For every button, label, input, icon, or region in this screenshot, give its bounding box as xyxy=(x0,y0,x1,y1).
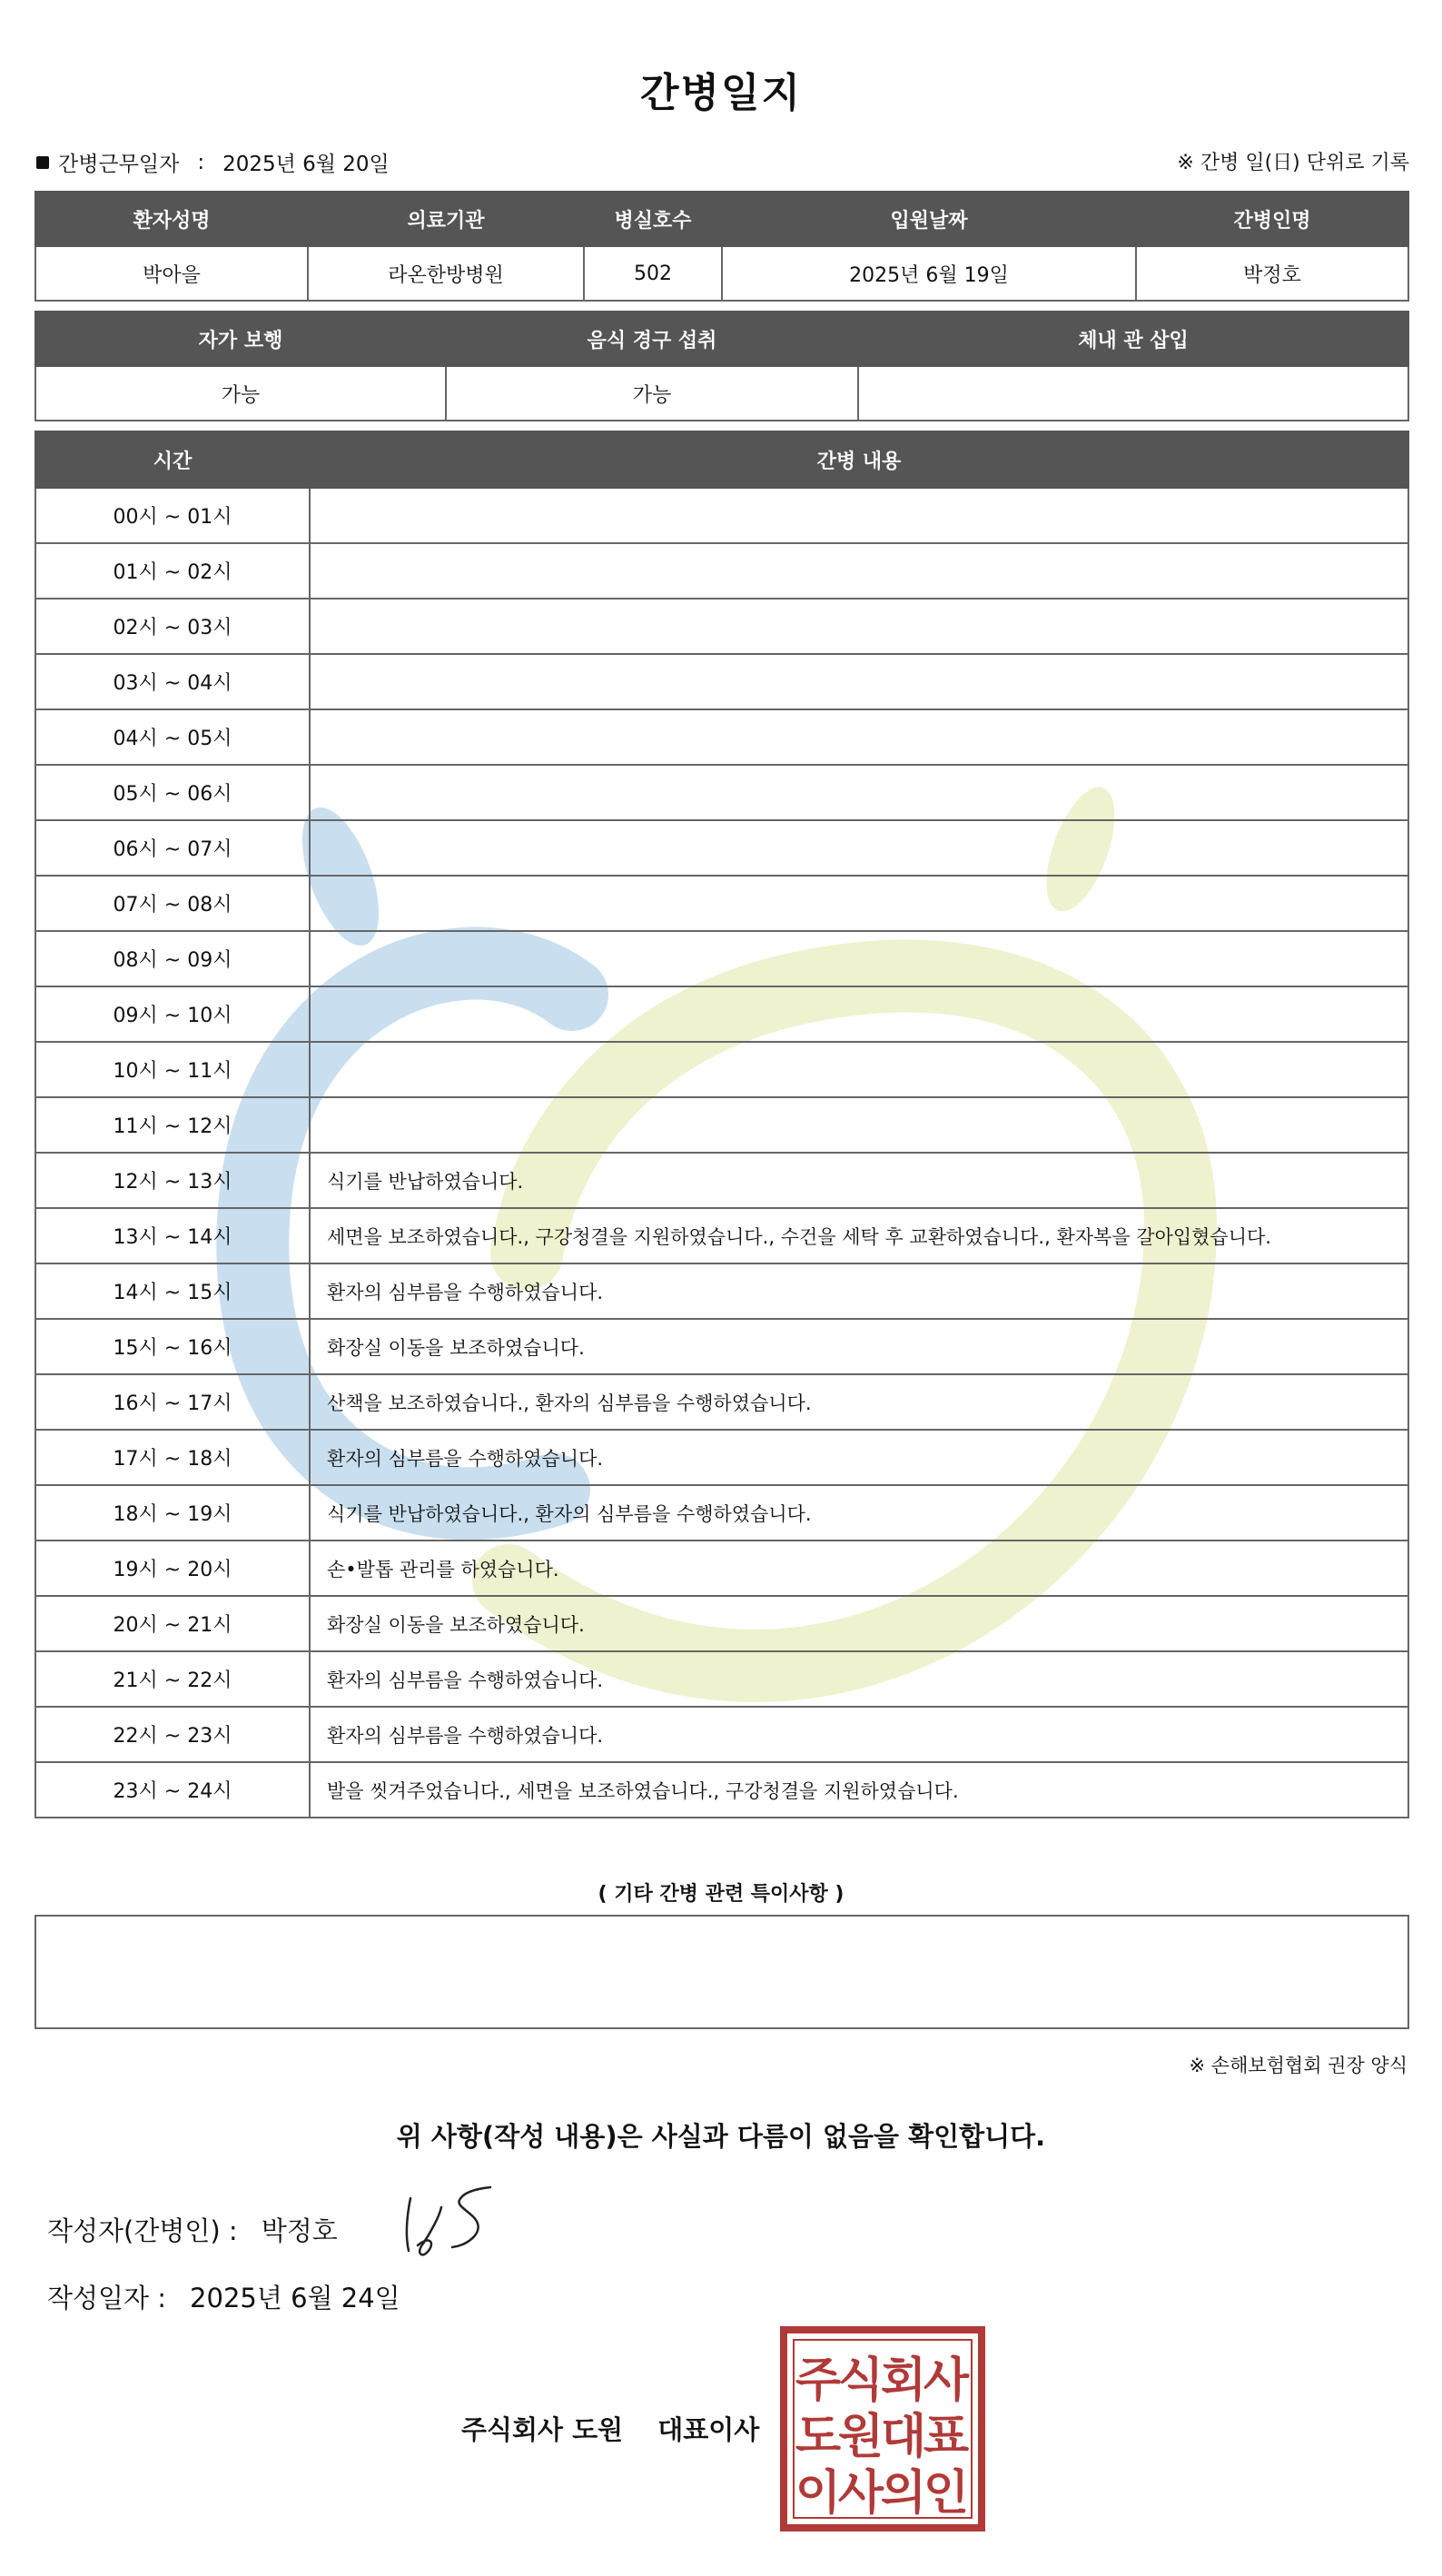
time-slot: 21시 ~ 22시 xyxy=(35,1651,310,1707)
institution: 라온한방병원 xyxy=(308,246,584,301)
room-number: 502 xyxy=(584,246,722,301)
table-row xyxy=(35,709,1408,765)
caregiver-name: 박정호 xyxy=(1136,246,1408,301)
table-row xyxy=(35,1541,1408,1596)
seal-character: 대 xyxy=(880,2410,927,2464)
care-content xyxy=(310,1097,1408,1153)
table-row xyxy=(35,931,1408,986)
time-slot: 13시 ~ 14시 xyxy=(35,1208,310,1263)
care-content xyxy=(310,654,1408,709)
care-content: 식기를 반납하였습니다., 환자의 심부름을 수행하였습니다. xyxy=(310,1485,1408,1541)
time-slot: 05시 ~ 06시 xyxy=(35,765,310,820)
work-date-line xyxy=(36,147,390,177)
table-row xyxy=(35,876,1408,931)
care-content xyxy=(310,876,1408,931)
other-notes-title: ( 기타 간병 관련 특이사항 ) xyxy=(598,1883,844,1906)
time-slot: 08시 ~ 09시 xyxy=(35,931,310,986)
care-content xyxy=(310,1042,1408,1097)
time-slot: 20시 ~ 21시 xyxy=(35,1596,310,1651)
time-slot: 04시 ~ 05시 xyxy=(35,709,310,765)
header-patient-name: 환자성명 xyxy=(35,192,308,246)
table-row xyxy=(35,599,1408,654)
patient-info-table xyxy=(35,191,1409,302)
table-row xyxy=(35,1596,1408,1651)
time-slot: 14시 ~ 15시 xyxy=(35,1263,310,1319)
work-date-separator: : xyxy=(197,150,205,174)
written-date-label: 작성일자 : xyxy=(47,2283,167,2313)
header-walking: 자가 보행 xyxy=(35,312,446,366)
time-slot: 03시 ~ 04시 xyxy=(35,654,310,709)
written-date-value: 2025년 6월 24일 xyxy=(190,2283,400,2313)
seal-character: 원 xyxy=(837,2410,884,2464)
table-row xyxy=(35,1208,1408,1263)
table-row xyxy=(35,1263,1408,1319)
writer-name: 박정호 xyxy=(261,2215,338,2246)
writer-line xyxy=(47,2211,338,2248)
company-role: 대표이사 xyxy=(657,2414,760,2445)
table-row xyxy=(35,1042,1408,1097)
table-row xyxy=(35,820,1408,876)
care-content xyxy=(310,986,1408,1042)
tube-insertion-value xyxy=(858,366,1408,421)
care-content: 손•발톱 관리를 하였습니다. xyxy=(310,1541,1408,1596)
care-content xyxy=(310,931,1408,986)
table-row xyxy=(35,488,1408,543)
header-admission-date: 입원날짜 xyxy=(722,192,1136,246)
table-header-row xyxy=(35,312,1408,366)
care-content: 세면을 보조하였습니다., 구강청결을 지원하였습니다., 수건을 세탁 후 교환하였습니다., 환자복을 갈아입혔습니다. xyxy=(310,1208,1408,1263)
seal-character: 이 xyxy=(795,2466,842,2521)
care-content: 발을 씻겨주었습니다., 세면을 보조하였습니다., 구강청결을 지원하였습니다. xyxy=(310,1762,1408,1818)
table-row xyxy=(35,1762,1408,1818)
table-header-row xyxy=(35,431,1408,488)
care-content xyxy=(310,820,1408,876)
confirmation-statement: 위 사항(작성 내용)은 사실과 다름이 없음을 확인합니다. xyxy=(396,2121,1046,2152)
company-seal-stamp xyxy=(779,2325,986,2532)
seal-character: 사 xyxy=(923,2353,970,2408)
company-name: 주식회사 도원 xyxy=(461,2414,624,2445)
table-row xyxy=(35,1651,1408,1707)
care-log-body xyxy=(35,488,1408,1818)
seal-character: 표 xyxy=(923,2410,970,2464)
care-content xyxy=(310,543,1408,599)
care-log-table xyxy=(35,431,1409,1818)
care-content: 식기를 반납하였습니다. xyxy=(310,1153,1408,1208)
time-slot: 09시 ~ 10시 xyxy=(35,986,310,1042)
work-date-value: 2025년 6월 20일 xyxy=(222,153,390,176)
table-row xyxy=(35,654,1408,709)
care-content xyxy=(310,599,1408,654)
page-title: 간병일지 xyxy=(639,70,802,116)
admission-date: 2025년 6월 19일 xyxy=(722,246,1136,301)
time-slot: 18시 ~ 19시 xyxy=(35,1485,310,1541)
table-row xyxy=(35,543,1408,599)
care-content: 화장실 이동을 보조하였습니다. xyxy=(310,1319,1408,1374)
seal-character: 주 xyxy=(795,2353,842,2408)
written-date-line xyxy=(47,2278,400,2315)
table-row xyxy=(35,1374,1408,1430)
table-row xyxy=(35,1153,1408,1208)
oral-intake-value: 가능 xyxy=(446,366,858,421)
header-care-content: 간병 내용 xyxy=(310,431,1408,488)
table-row xyxy=(35,1430,1408,1485)
work-date-label: 간병근무일자 xyxy=(58,153,180,176)
care-content: 산책을 보조하였습니다., 환자의 심부름을 수행하였습니다. xyxy=(310,1374,1408,1430)
header-oral-intake: 음식 경구 섭취 xyxy=(446,312,858,366)
care-content xyxy=(310,709,1408,765)
care-content: 화장실 이동을 보조하였습니다. xyxy=(310,1596,1408,1651)
table-row xyxy=(35,366,1408,421)
table-row xyxy=(35,986,1408,1042)
bullet-square-icon xyxy=(36,156,49,169)
patient-name: 박아을 xyxy=(35,246,308,301)
header-tube-insertion: 체내 관 삽입 xyxy=(858,312,1408,366)
table-row xyxy=(35,246,1408,301)
care-content: 환자의 심부름을 수행하였습니다. xyxy=(310,1651,1408,1707)
time-slot: 00시 ~ 01시 xyxy=(35,488,310,543)
header-time: 시간 xyxy=(35,431,310,488)
table-row xyxy=(35,1319,1408,1374)
time-slot: 02시 ~ 03시 xyxy=(35,599,310,654)
time-slot: 16시 ~ 17시 xyxy=(35,1374,310,1430)
time-slot: 12시 ~ 13시 xyxy=(35,1153,310,1208)
time-slot: 07시 ~ 08시 xyxy=(35,876,310,931)
patient-status-table xyxy=(35,311,1409,421)
company-line xyxy=(461,2410,759,2447)
time-slot: 15시 ~ 16시 xyxy=(35,1319,310,1374)
handwritten-signature xyxy=(400,2180,509,2262)
header-room-number: 병실호수 xyxy=(584,192,722,246)
time-slot: 11시 ~ 12시 xyxy=(35,1097,310,1153)
time-slot: 17시 ~ 18시 xyxy=(35,1430,310,1485)
time-slot: 23시 ~ 24시 xyxy=(35,1762,310,1818)
time-slot: 22시 ~ 23시 xyxy=(35,1707,310,1762)
seal-character: 의 xyxy=(880,2466,927,2521)
table-header-row xyxy=(35,192,1408,246)
care-content xyxy=(310,488,1408,543)
writer-label: 작성자(간병인) : xyxy=(47,2215,238,2246)
unit-note: ※ 간병 일(日) 단위로 기록 xyxy=(1177,152,1409,174)
time-slot: 06시 ~ 07시 xyxy=(35,820,310,876)
care-content: 환자의 심부름을 수행하였습니다. xyxy=(310,1263,1408,1319)
seal-character: 식 xyxy=(837,2353,884,2408)
seal-character: 인 xyxy=(923,2466,970,2521)
seal-character: 도 xyxy=(795,2410,842,2464)
time-slot: 19시 ~ 20시 xyxy=(35,1541,310,1596)
walking-value: 가능 xyxy=(35,366,446,421)
seal-character: 회 xyxy=(880,2353,927,2408)
header-caregiver-name: 간병인명 xyxy=(1136,192,1408,246)
table-row xyxy=(35,1707,1408,1762)
care-content: 환자의 심부름을 수행하였습니다. xyxy=(310,1430,1408,1485)
seal-character: 사 xyxy=(837,2466,884,2521)
time-slot: 10시 ~ 11시 xyxy=(35,1042,310,1097)
header-institution: 의료기관 xyxy=(308,192,584,246)
association-note: ※ 손해보험협회 권장 양식 xyxy=(1189,2055,1407,2076)
table-row xyxy=(35,1485,1408,1541)
table-row xyxy=(35,1097,1408,1153)
care-content: 환자의 심부름을 수행하였습니다. xyxy=(310,1707,1408,1762)
other-notes-box xyxy=(35,1915,1409,2029)
time-slot: 01시 ~ 02시 xyxy=(35,543,310,599)
care-content xyxy=(310,765,1408,820)
table-row xyxy=(35,765,1408,820)
